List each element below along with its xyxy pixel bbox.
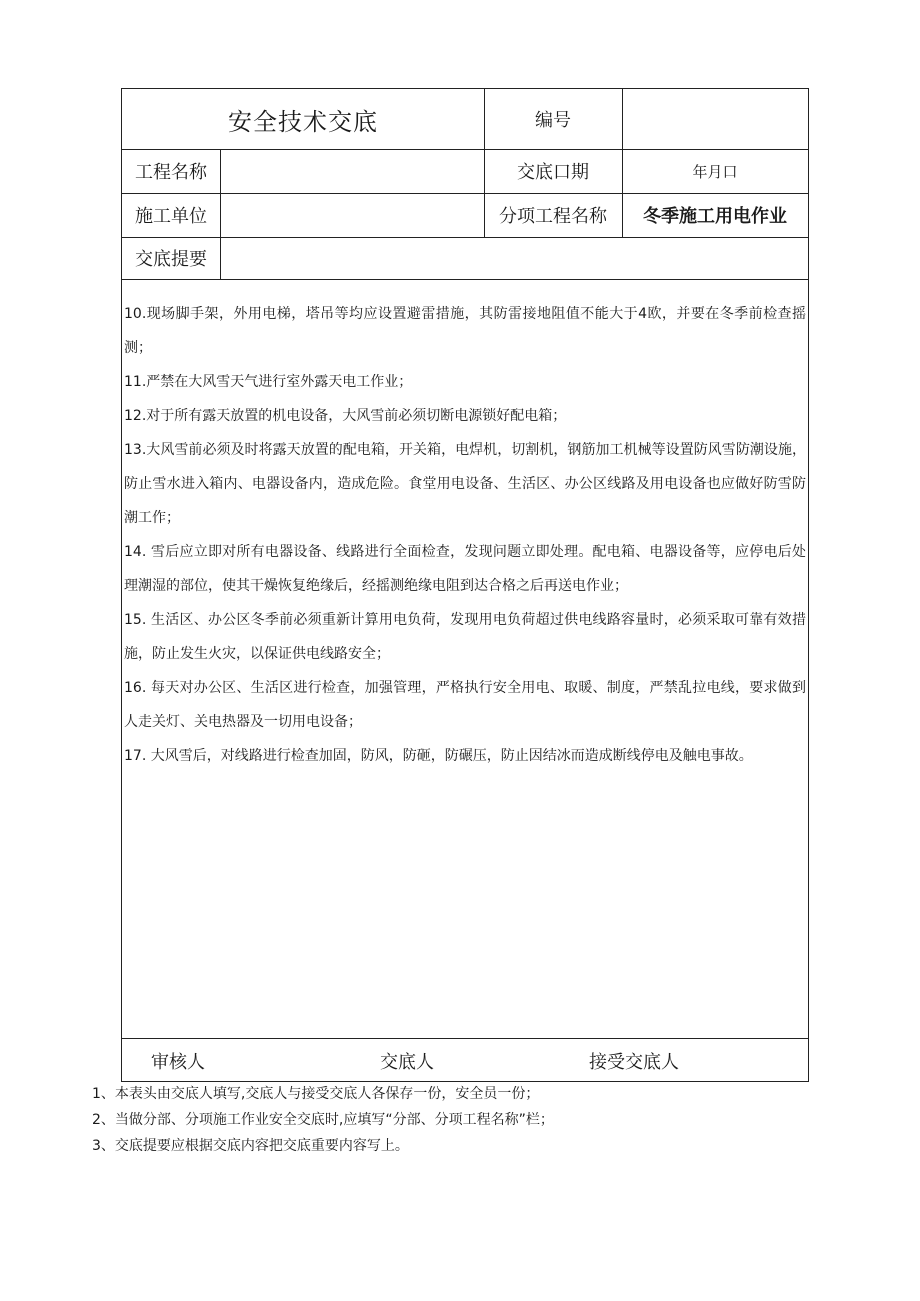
summary-label: 交底提要 xyxy=(135,249,207,270)
date-label: 交底口期 xyxy=(517,162,589,183)
row-divider xyxy=(122,279,808,280)
summary-field[interactable] xyxy=(220,237,808,279)
number-label: 编号 xyxy=(535,110,571,131)
content-item: 17. 大风雪后，对线路进行检查加固，防风，防砸，防碾压，防止因结冰而造成断线停电及触电事故。 xyxy=(124,748,753,764)
row-divider xyxy=(122,1038,808,1039)
note-item: 1、本表头由交底人填写,交底人与接受交底人各保存一份，安全员一份； xyxy=(92,1086,540,1102)
content-item: 14. 雪后应立即对所有电器设备、线路进行全面检查，发现问题立即处理。配电箱、电器设备等，应停电后处理潮湿的部位，使其干燥恢复绝缘后，经摇测绝缘电阻到达合格之后再送电作业； xyxy=(124,544,806,594)
content-item: 10.现场脚手架，外用电梯，塔吊等均应设置避雷措施，其防雷接地阻值不能大于4欧，并要在冬季前检查摇测； xyxy=(124,306,806,356)
content-item: 11.严禁在大风雪天气进行室外露天电工作业； xyxy=(124,374,413,390)
presenter-label: 交底人 xyxy=(380,1052,434,1073)
briefing-content xyxy=(122,289,808,773)
number-field[interactable] xyxy=(622,89,808,149)
note-item: 2、当做分部、分项施工作业安全交底时,应填写“分部、分项工程名称”栏； xyxy=(92,1112,554,1128)
form-title: 安全技术交底 xyxy=(228,107,378,136)
receiver-label: 接受交底人 xyxy=(589,1052,679,1073)
content-item: 12.对于所有露天放置的机电设备，大风雪前必须切断电源锁好配电箱； xyxy=(124,408,567,424)
content-item: 13.大风雪前必须及时将露天放置的配电箱，开关箱，电焊机，切割机，钢筋加工机械等设置防风雪防潮设施，防止雪水进入箱内、电器设备内，造成危险。食堂用电设备、生活区、办公区线路及用电设备也应做好防雪防潮工作； xyxy=(124,442,806,526)
construction-unit-field[interactable] xyxy=(220,193,484,237)
sub-project-field[interactable]: 冬季施工用电作业 xyxy=(643,206,787,227)
reviewer-label: 审核人 xyxy=(151,1052,205,1073)
footer-notes xyxy=(92,1081,554,1159)
construction-unit-label: 施工单位 xyxy=(135,206,207,227)
date-field[interactable]: 年月口 xyxy=(692,162,738,181)
project-name-field[interactable] xyxy=(220,149,484,193)
note-item: 3、交底提要应根据交底内容把交底重要内容写上。 xyxy=(92,1138,409,1154)
content-item: 16. 每天对办公区、生活区进行检查，加强管理，严格执行安全用电、取暖、制度，严禁乱拉电线，要求做到人走关灯、关电热器及一切用电设备； xyxy=(124,680,806,730)
sub-project-label: 分项工程名称 xyxy=(499,206,607,227)
safety-briefing-form xyxy=(121,88,809,1082)
project-name-label: 工程名称 xyxy=(135,162,207,183)
content-item: 15. 生活区、办公区冬季前必须重新计算用电负荷，发现用电负荷超过供电线路容量时，必须采取可靠有效措施，防止发生火灾，以保证供电线路安全； xyxy=(124,612,806,662)
